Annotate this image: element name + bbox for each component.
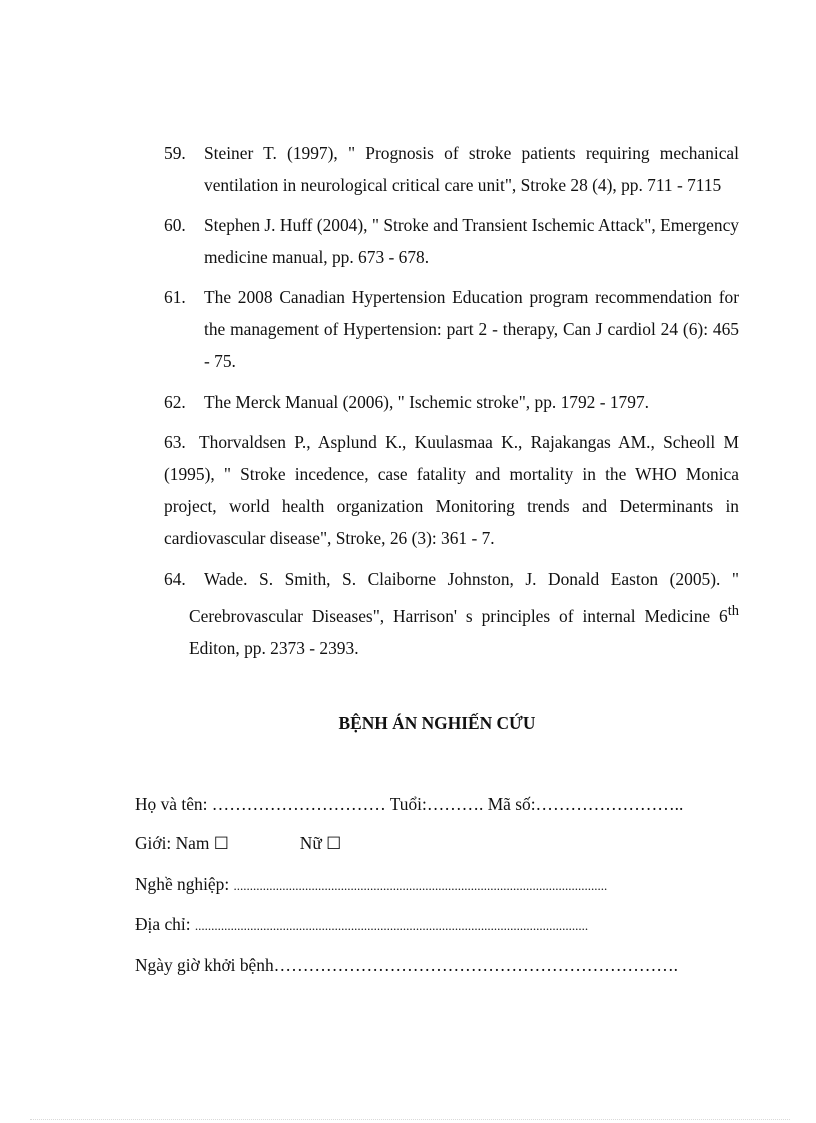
reference-text: Thorvaldsen P., Asplund K., Kuulasmaa K., Rajakangas AM., Scheoll M (1995), " Stroke incedence, case fatality and mortality in the WHO Monica project, world health organization Monitoring trends and Determinants in cardiovascular disease", Stroke, 26 (3): 361 - 7. xyxy=(164,432,739,548)
page-bottom-divider xyxy=(30,1119,790,1120)
gender-label: Giới: xyxy=(135,833,172,853)
age-label: Tuổi: xyxy=(389,794,427,814)
name-age-code-row xyxy=(135,792,740,816)
male-checkbox[interactable]: ☐ xyxy=(213,834,230,854)
code-field[interactable]: …………………….. xyxy=(535,794,684,814)
reference-text: Steiner T. (1997), " Prognosis of stroke patients requiring mechanical ventilation in neurological critical care unit", Stroke 28 (4), pp. 711 - 7115 xyxy=(204,143,739,195)
age-field[interactable]: ………. xyxy=(426,794,484,814)
name-label: Họ và tên: xyxy=(135,794,212,814)
code-label: Mã số: xyxy=(487,794,536,814)
address-field[interactable]: ......................................................................................................................... xyxy=(194,918,589,933)
reference-text: The 2008 Canadian Hypertension Education program recommendation for the management of Hypertension: part 2 - therapy, Can J cardiol 24 (6): 465 - 75. xyxy=(204,287,739,371)
male-label: Nam xyxy=(175,833,210,853)
onset-field[interactable]: ……………………………………………………………. xyxy=(273,955,679,975)
name-field[interactable]: ………………………… xyxy=(211,794,386,814)
reference-60 xyxy=(164,209,739,273)
address-row xyxy=(135,912,740,938)
reference-text: Wade. S. Smith, S. Claiborne Johnston, J. Donald Easton (2005). " Cerebrovascular Diseases", Harrison' s principles of internal Medicine 6 xyxy=(189,569,739,626)
occupation-field[interactable]: ................................................................................................................... xyxy=(233,878,608,893)
onset-row xyxy=(135,953,740,977)
occupation-row xyxy=(135,872,740,898)
reference-62 xyxy=(164,386,739,418)
reference-61 xyxy=(164,281,739,377)
occupation-label: Nghề nghiệp: xyxy=(135,874,230,894)
form-title: BỆNH ÁN NGHIẾN CỨU xyxy=(338,713,536,733)
reference-number: 61. xyxy=(164,287,186,307)
reference-number: 60. xyxy=(164,215,186,235)
reference-number: 63. xyxy=(164,432,186,452)
female-checkbox[interactable]: ☐ xyxy=(326,834,342,854)
reference-text-tail: Editon, pp. 2373 - 2393. xyxy=(189,637,359,658)
reference-number: 59. xyxy=(164,143,186,163)
reference-59 xyxy=(164,137,739,201)
female-label: Nữ xyxy=(299,833,322,853)
gender-row xyxy=(135,831,740,856)
reference-number: 64. xyxy=(164,569,186,589)
onset-label: Ngày giờ khởi bệnh xyxy=(135,955,274,975)
ordinal-superscript: th xyxy=(727,603,739,619)
reference-number: 62. xyxy=(164,392,186,412)
reference-63 xyxy=(164,426,739,554)
reference-64 xyxy=(164,563,739,664)
reference-text: Stephen J. Huff (2004), " Stroke and Transient Ischemic Attack", Emergency medicine manual, pp. 673 - 678. xyxy=(204,215,739,267)
reference-text: The Merck Manual (2006), " Ischemic stroke", pp. 1792 - 1797. xyxy=(204,392,649,412)
address-label: Địa chỉ: xyxy=(135,914,191,934)
